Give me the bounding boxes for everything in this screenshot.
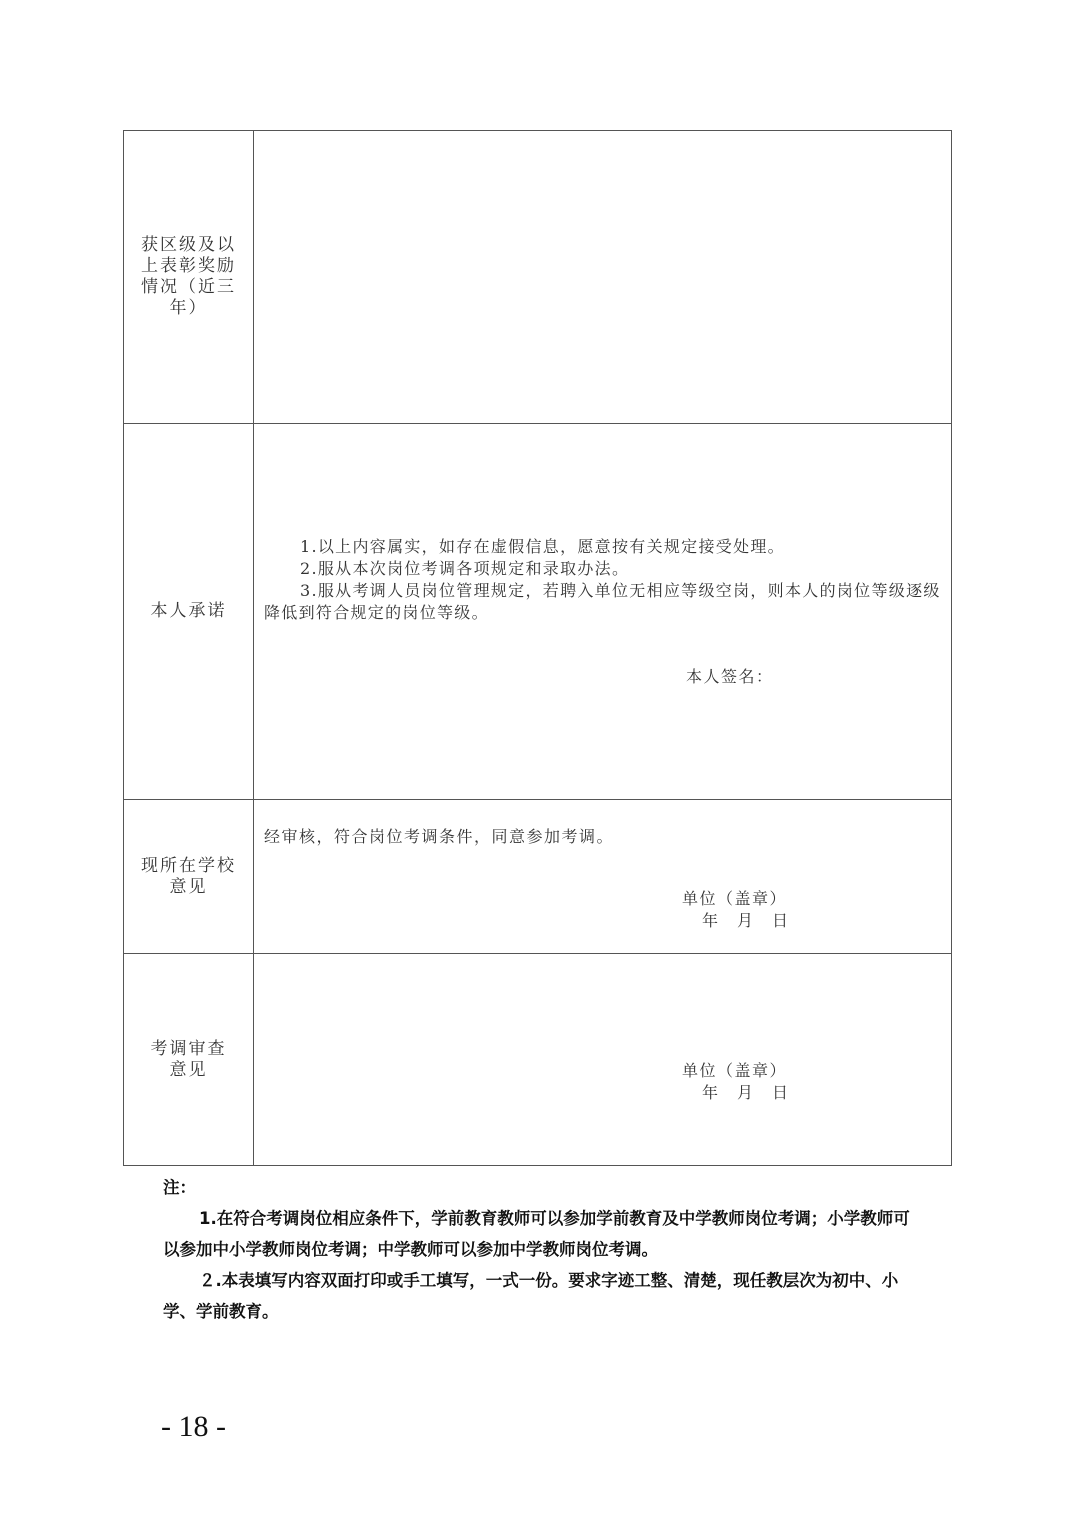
note-1: 1.在符合考调岗位相应条件下，学前教育教师可以参加学前教育及中学教师岗位考调；小学教师可以参加中小学教师岗位考调；中学教师可以参加中学教师岗位考调。	[163, 1209, 910, 1259]
school-opinion-label	[124, 800, 254, 954]
school-opinion-label-line: 意见	[169, 876, 208, 897]
school-opinion-label-line: 现所在学校	[141, 855, 236, 876]
note-2: ２.本表填写内容双面打印或手工填写，一式一份。要求字迹工整、清楚，现任教层次为初中、小学、学前教育。	[163, 1271, 899, 1321]
school-opinion-row	[124, 800, 952, 954]
commitment-label	[124, 424, 254, 800]
application-form-table	[123, 130, 952, 1166]
review-date-label: 年 月 日	[702, 1083, 790, 1102]
review-opinion-row	[124, 954, 952, 1166]
notes-heading: 注：	[163, 1178, 196, 1197]
review-opinion-content	[254, 954, 952, 1166]
signature-label: 本人签名：	[686, 667, 774, 686]
commitment-row	[124, 424, 952, 800]
awards-label-line: 情况（近三	[141, 277, 236, 297]
review-opinion-label-line: 考调审查	[150, 1038, 227, 1059]
commitment-item-1: 1.以上内容属实，如存在虚假信息，愿意按有关规定接受处理。	[300, 537, 785, 556]
school-opinion-text: 经审核，符合岗位考调条件，同意参加考调。	[264, 827, 615, 846]
review-opinion-label-line: 意见	[169, 1059, 208, 1080]
awards-content-field[interactable]	[254, 131, 952, 424]
school-date-label: 年 月 日	[702, 911, 790, 930]
commitment-label-text: 本人承诺	[150, 601, 227, 621]
commitment-item-2: 2.服从本次岗位考调各项规定和录取办法。	[300, 559, 630, 578]
school-seal-label: 单位（盖章）	[682, 889, 788, 908]
awards-row	[124, 131, 952, 424]
commitment-items	[264, 536, 943, 624]
school-opinion-content	[254, 800, 952, 954]
awards-label	[124, 131, 254, 424]
awards-label-line: 年）	[169, 298, 208, 318]
commitment-content	[254, 424, 952, 800]
review-seal-label: 单位（盖章）	[682, 1061, 788, 1080]
page-number: - 18 -	[161, 1410, 226, 1443]
review-opinion-label	[124, 954, 254, 1166]
commitment-item-3: 3.服从考调人员岗位管理规定，若聘入单位无相应等级空岗，则本人的岗位等级逐级降低到符合规定的岗位等级。	[264, 581, 941, 622]
awards-label-line: 上表彰奖励	[141, 256, 236, 276]
awards-label-line: 获区级及以	[141, 235, 236, 255]
notes-section	[163, 1172, 923, 1327]
